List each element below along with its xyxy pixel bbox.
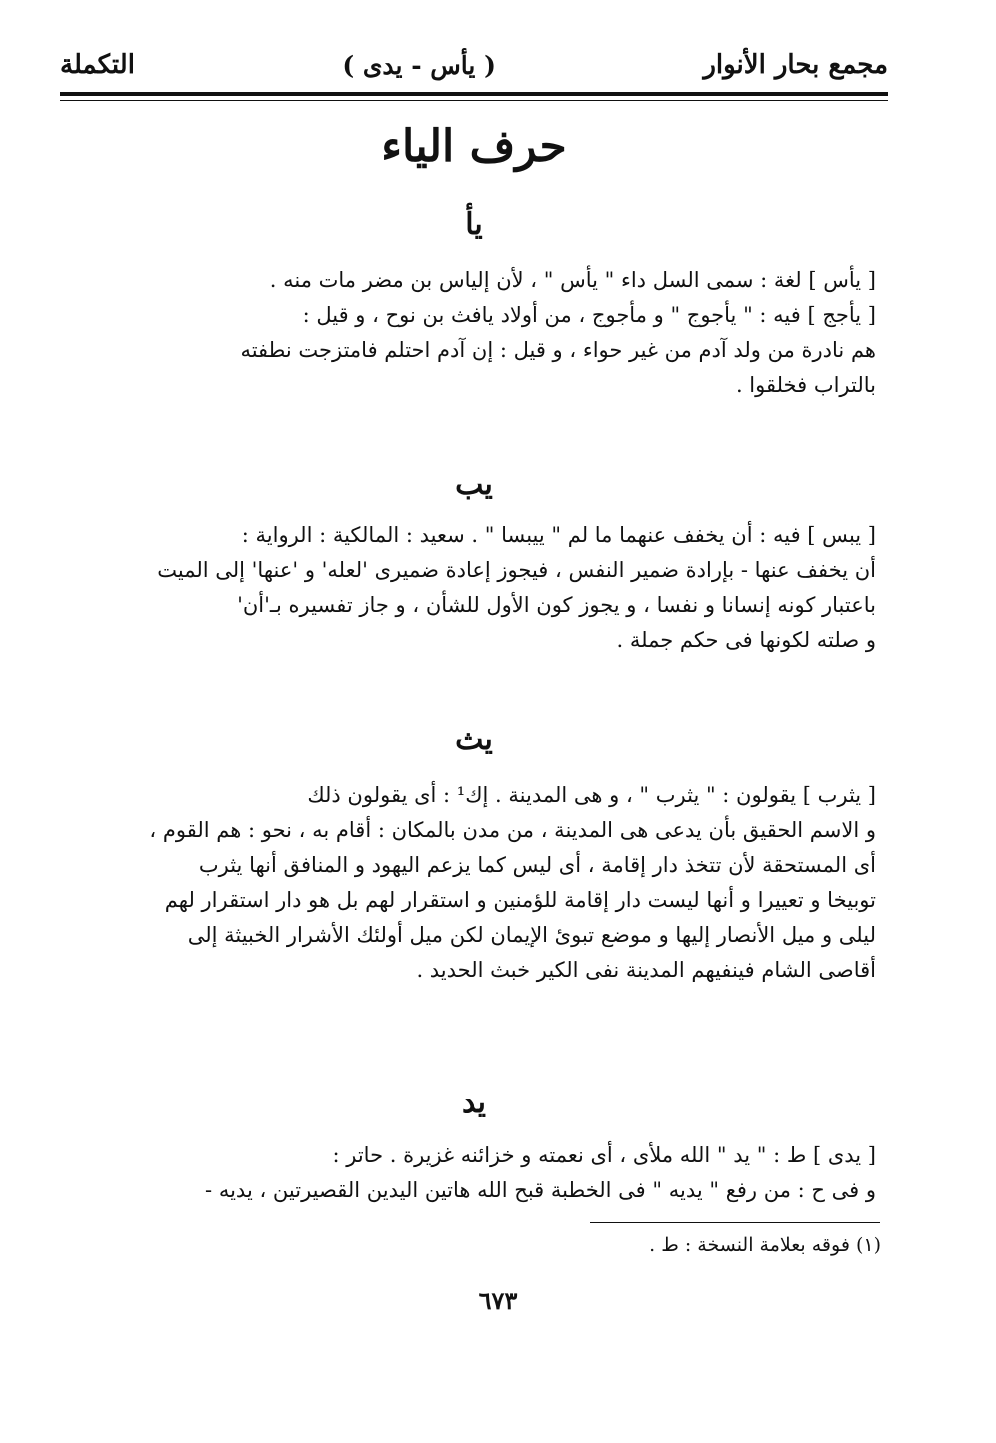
section-body-ya-ba	[70, 518, 876, 658]
section-heading-ya-ba: يب	[455, 467, 493, 502]
running-header	[60, 40, 888, 90]
text-line: [ يأجج ] فيه : " يأجوج " و مأجوج ، من أولاد يافث بن نوح ، و قيل :	[302, 303, 876, 327]
text-line: هم نادرة من ولد آدم من غير حواء ، و قيل : إن آدم احتلم فامتزجت نطفته	[240, 338, 876, 362]
text-line: و الاسم الحقيق بأن يدعى هى المدينة ، من مدن بالمكان : أقام به ، نحو : هم القوم ،	[149, 818, 876, 842]
text-line: و صلته لكونها فى حكم جملة .	[616, 628, 876, 652]
section-body-ya-dal	[70, 1138, 876, 1208]
section-heading-ya-hamza: يأ	[465, 207, 483, 242]
text-line: باعتبار كونه إنسانا و نفسا ، و يجوز كون الأول للشأن ، و جاز تفسيره بـ'أن'	[237, 593, 876, 617]
page-number: ٦٧٣	[478, 1286, 518, 1315]
text-line: [ يثرب ] يقولون : " يثرب " ، و هى المدينة . إك¹ : أى يقولون ذلك	[307, 783, 876, 807]
section-body-ya-hamza	[70, 263, 876, 403]
text-line: [ يبس ] فيه : أن يخفف عنهما ما لم " ييبسا " . سعيد : المالكية : الرواية :	[241, 523, 876, 547]
section-body-ya-tha	[70, 778, 876, 988]
chapter-title: حرف الياء	[381, 121, 567, 172]
text-line: و فى ح : من رفع " يديه " فى الخطبة قبح الله هاتين اليدين القصيرتين ، يديه -	[205, 1178, 876, 1202]
text-line: أن يخفف عنها - بإرادة ضمير النفس ، فيجوز إعادة ضميرى 'لعله' و 'عنها' إلى الميت	[157, 558, 876, 582]
header-section-name: التكملة	[60, 50, 135, 80]
section-heading-ya-tha: يث	[455, 722, 493, 757]
text-line: بالتراب فخلقوا .	[735, 373, 876, 397]
text-line: ليلى و ميل الأنصار إليها و موضع تبوئ الإيمان لكن ميل أولئك الأشرار الخبيثة إلى	[187, 923, 876, 947]
header-rule-thin	[60, 100, 888, 101]
footnote: (١) فوقه بعلامة النسخة : ط .	[649, 1234, 881, 1256]
text-line: توبيخا و تعييرا و أنها ليست دار إقامة للؤمنين و استقرار لهم بل هو دار استقرار لهم	[164, 888, 876, 912]
header-entry-range: ( يأس - يدى )	[342, 50, 496, 80]
text-line: [ يدى ] ط : " يد " الله ملأى ، أى نعمته و خزائنه غزيرة . حاتر :	[332, 1143, 876, 1167]
footnote-rule	[590, 1222, 880, 1223]
header-book-title: مجمع بحار الأنوار	[703, 50, 888, 80]
text-line: أى المستحقة لأن تتخذ دار إقامة ، أى ليس كما يزعم اليهود و المنافق أنها يثرب	[198, 853, 876, 877]
text-line: أقاصى الشام فينفيهم المدينة نفى الكير خبث الحديد .	[416, 958, 876, 982]
section-heading-ya-dal: يد	[461, 1085, 487, 1120]
header-rule-thick	[60, 92, 888, 96]
text-line: [ يأس ] لغة : سمى السل داء " يأس " ، لأن إلياس بن مضر مات منه .	[269, 268, 876, 292]
